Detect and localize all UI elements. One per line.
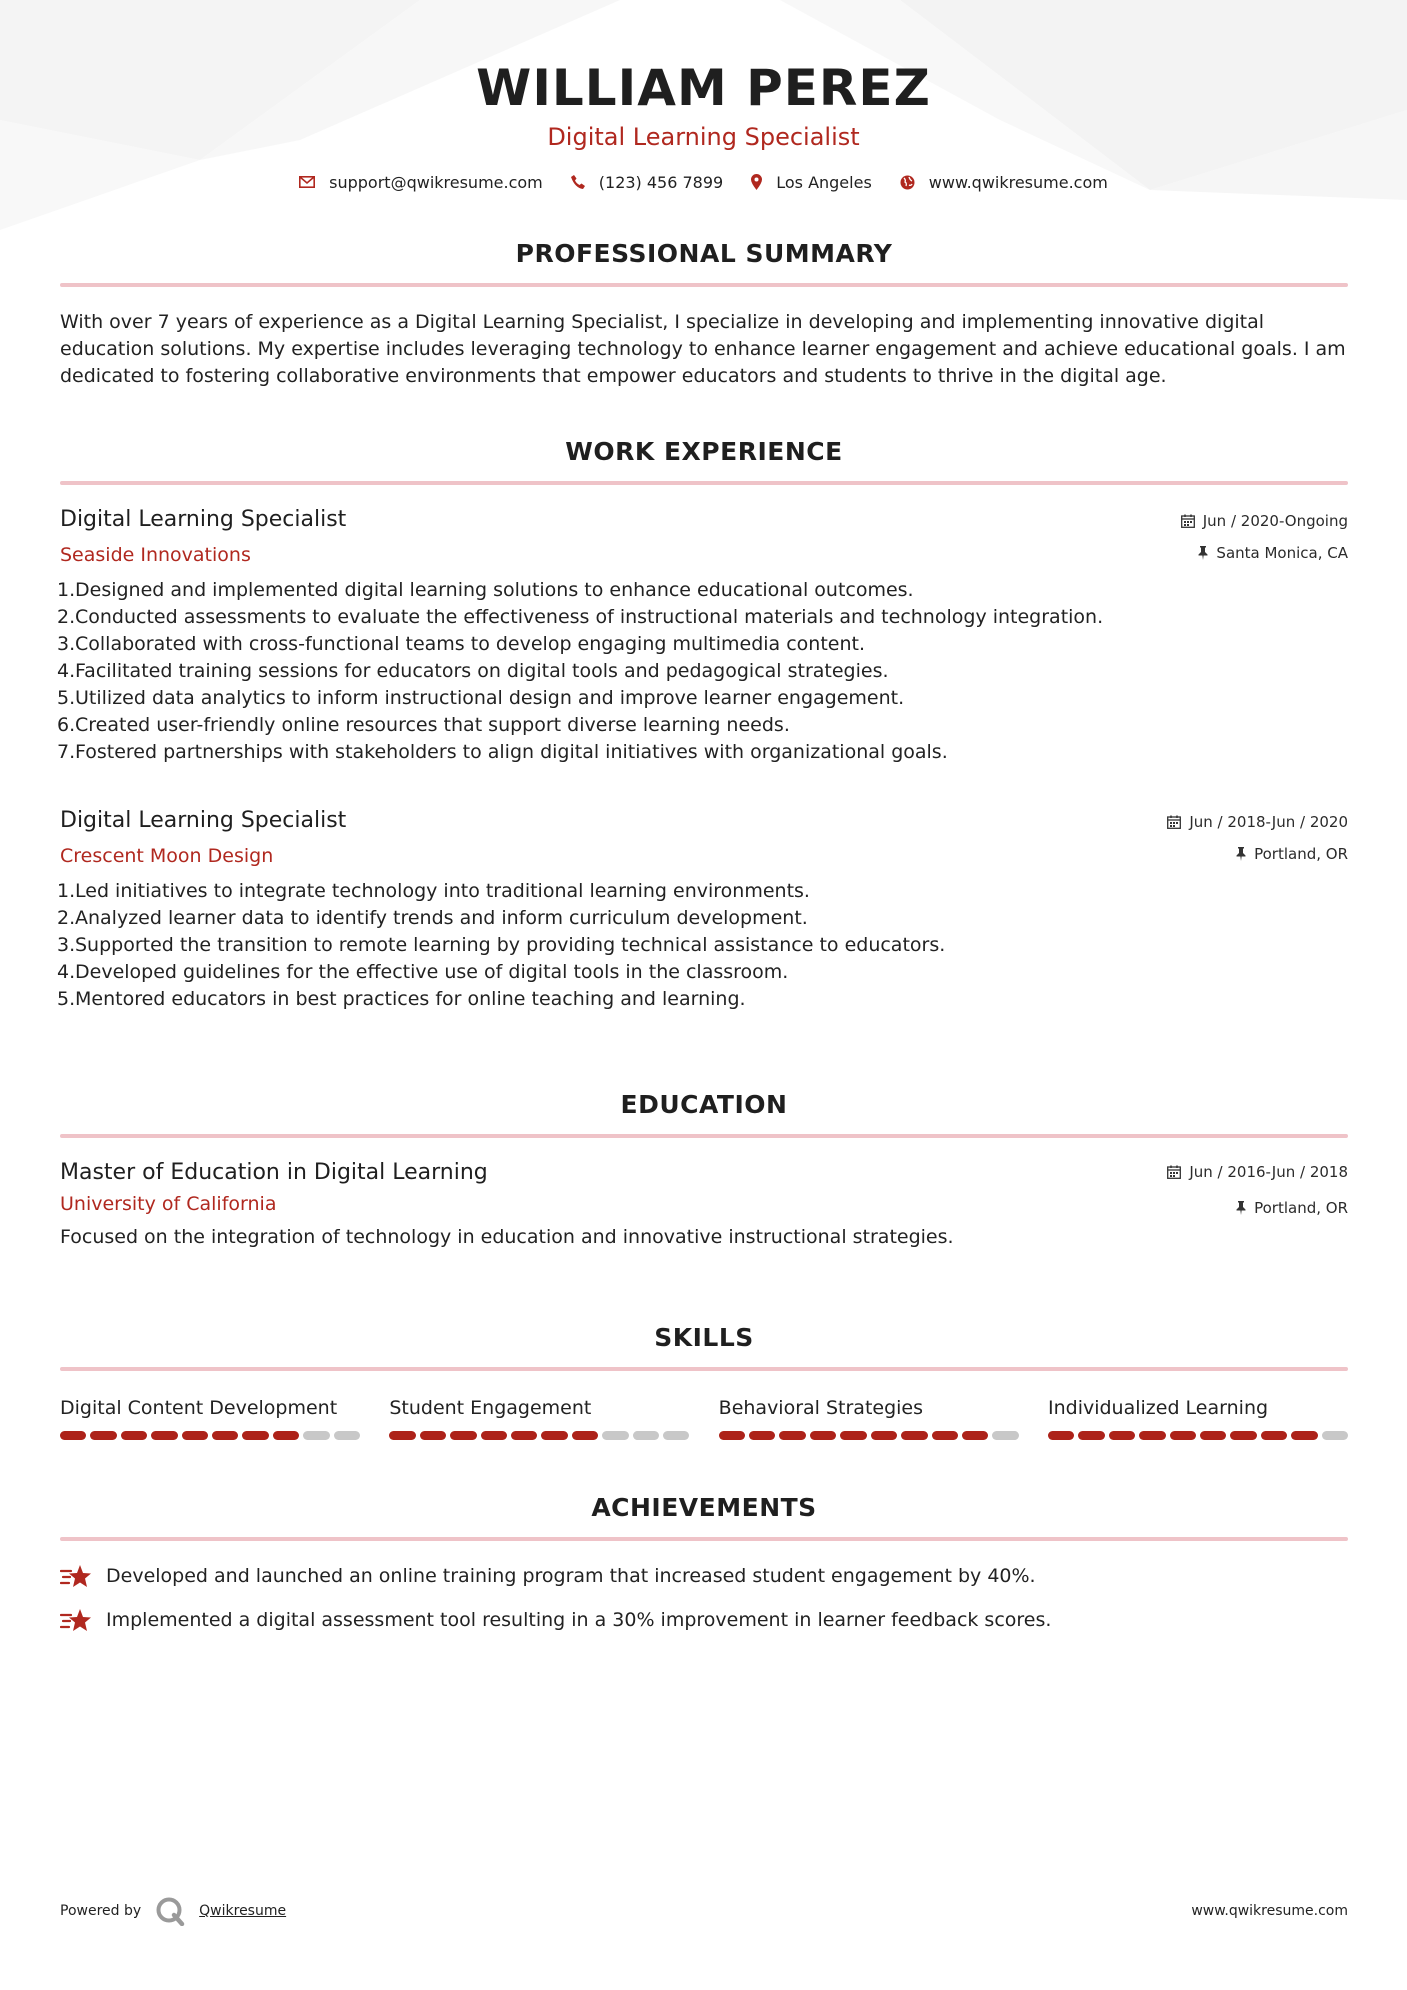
job-role: Digital Learning Specialist [60,808,347,833]
achievement-item [60,1607,1348,1633]
skill-segment-filled [60,1431,86,1440]
skills-section [60,1321,1348,1440]
education-description: Focused on the integration of technology in education and innovative instructional strategies. [60,1226,954,1248]
skill-segment-filled [1170,1431,1196,1440]
skill-level-bar [60,1431,360,1440]
skill-segment-filled [121,1431,147,1440]
experience-section [60,435,1348,485]
skill-item [719,1395,1019,1440]
skill-segment-filled [719,1431,745,1440]
experience-heading: WORK EXPERIENCE [565,437,843,466]
list-item: 5. Utilized data analytics to inform instructional design and improve learner engagement. [57,687,905,709]
qwikresume-link[interactable]: Qwikresume [199,1903,287,1919]
achievement-text: Implemented a digital assessment tool resulting in a 30% improvement in learner feedback scores. [106,1609,1052,1631]
skill-item [389,1395,689,1440]
skill-segment-filled [871,1431,897,1440]
skill-segment-filled [1200,1431,1226,1440]
achievement-item [60,1563,1348,1589]
skill-segment-filled [1109,1431,1135,1440]
pushpin-icon [1198,546,1208,560]
contact-location [751,173,872,192]
summary-text: With over 7 years of experience as a Digital Learning Specialist, I specialize in developing and implementing innovative digital education solutions. My expertise includes leveraging technology to enhance learner engagement and achieve educational goals. I am dedicated to fostering collaborative environments that empower educators and students to thrive in the digital age. [60,311,1346,387]
skill-segment-empty [633,1431,659,1440]
calendar-icon [1167,1165,1181,1179]
job-dates: Jun / 2018-Jun / 2020 [1189,813,1348,831]
skills-heading: SKILLS [654,1323,754,1352]
resume-header [0,0,1407,194]
map-pin-icon [751,174,762,190]
education-section [60,1088,1348,1138]
skill-segment-empty [1322,1431,1348,1440]
summary-heading: PROFESSIONAL SUMMARY [515,239,893,268]
skill-segment-empty [602,1431,628,1440]
skill-item [1048,1395,1348,1440]
skill-segment-filled [481,1431,507,1440]
skill-segment-filled [1139,1431,1165,1440]
skill-segment-filled [779,1431,805,1440]
skill-name: Behavioral Strategies [718,1397,924,1419]
powered-by-label: Powered by [60,1903,142,1919]
website-text: www.qwikresume.com [928,172,1108,192]
achievements-heading: ACHIEVEMENTS [591,1493,817,1522]
skill-level-bar [1048,1431,1348,1440]
pushpin-icon [1236,1201,1246,1215]
section-divider [60,1134,1348,1138]
skill-segment-filled [420,1431,446,1440]
skill-segment-filled [1078,1431,1104,1440]
contact-website[interactable] [900,173,1108,192]
skill-segment-filled [182,1431,208,1440]
page-footer [60,1896,1348,1926]
skill-segment-filled [840,1431,866,1440]
achievements-section [60,1491,1348,1633]
globe-icon [900,175,915,190]
skill-level-bar [719,1431,1019,1440]
skill-name: Student Engagement [389,1397,592,1419]
job-location: Santa Monica, CA [1216,544,1348,562]
contact-bar [0,170,1407,194]
skill-segment-filled [541,1431,567,1440]
list-item: 3. Collaborated with cross-functional teams to develop engaging multimedia content. [57,633,866,655]
skill-name: Individualized Learning [1047,1397,1269,1419]
section-divider [60,481,1348,485]
job-company: Crescent Moon Design [60,845,274,867]
candidate-title: Digital Learning Specialist [547,123,860,151]
list-item: 4. Developed guidelines for the effective use of digital tools in the classroom. [57,961,789,983]
education-entry [60,1158,1348,1251]
skill-segment-filled [749,1431,775,1440]
email-text: support@qwikresume.com [329,172,543,192]
list-item: 3. Supported the transition to remote learning by providing technical assistance to educators. [57,934,946,956]
phone-icon [571,175,585,189]
achievement-text: Developed and launched an online training program that increased student engagement by 40%. [106,1565,1036,1587]
list-item: 1. Designed and implemented digital learning solutions to enhance educational outcomes. [57,579,914,601]
job-entry [57,806,1348,1013]
list-item: 7. Fostered partnerships with stakeholders to align digital initiatives with organizational goals. [57,741,948,763]
list-item: 6. Created user-friendly online resources that support diverse learning needs. [57,714,790,736]
skill-segment-filled [1291,1431,1317,1440]
skill-name: Digital Content Development [60,1397,338,1419]
skill-segment-empty [992,1431,1018,1440]
shooting-star-icon [60,1607,92,1633]
skill-segment-filled [511,1431,537,1440]
skill-segment-empty [663,1431,689,1440]
skill-segment-filled [572,1431,598,1440]
shooting-star-icon [60,1563,92,1589]
list-item: 2. Analyzed learner data to identify trends and inform curriculum development. [57,907,808,929]
skill-segment-filled [901,1431,927,1440]
skill-segment-filled [810,1431,836,1440]
location-text: Los Angeles [776,172,872,192]
education-dates: Jun / 2016-Jun / 2018 [1189,1163,1348,1181]
degree-title: Master of Education in Digital Learning [60,1160,488,1185]
skill-segment-empty [334,1431,360,1440]
contact-phone[interactable] [571,173,723,192]
skill-segment-filled [450,1431,476,1440]
skill-segment-filled [242,1431,268,1440]
calendar-icon [1181,514,1195,528]
skill-segment-filled [389,1431,415,1440]
school-name: University of California [60,1193,277,1215]
skill-segment-filled [1048,1431,1074,1440]
job-entry [57,505,1348,766]
list-item: 2. Conducted assessments to evaluate the effectiveness of instructional materials and technology integration. [57,606,1104,628]
skill-segment-filled [273,1431,299,1440]
skill-item [60,1395,360,1440]
summary-section [60,237,1348,390]
list-item: 1. Led initiatives to integrate technology into traditional learning environments. [57,880,810,902]
phone-text: (123) 456 7899 [598,172,724,192]
skill-level-bar [389,1431,689,1440]
job-location: Portland, OR [1254,845,1348,863]
skill-segment-filled [212,1431,238,1440]
skill-segment-filled [1261,1431,1287,1440]
contact-email[interactable] [299,173,543,192]
section-divider [60,1367,1348,1371]
pushpin-icon [1236,847,1246,861]
education-heading: EDUCATION [620,1090,788,1119]
skill-segment-filled [932,1431,958,1440]
footer-website[interactable]: www.qwikresume.com [1191,1903,1348,1919]
skill-segment-empty [303,1431,329,1440]
section-divider [60,1537,1348,1541]
list-item: 4. Facilitated training sessions for educators on digital tools and pedagogical strategies. [57,660,889,682]
list-item: 5. Mentored educators in best practices for online teaching and learning. [57,988,746,1010]
calendar-icon [1167,815,1181,829]
qwikresume-logo-icon [155,1896,185,1926]
skills-grid [60,1395,1348,1440]
duty-list [57,878,1348,1013]
skill-segment-filled [151,1431,177,1440]
skill-segment-filled [90,1431,116,1440]
section-divider [60,283,1348,287]
candidate-name: WILLIAM PEREZ [476,59,931,117]
job-company: Seaside Innovations [60,544,251,566]
job-dates: Jun / 2020-Ongoing [1202,512,1348,530]
education-location: Portland, OR [1254,1199,1348,1217]
job-role: Digital Learning Specialist [60,507,347,532]
skill-segment-filled [962,1431,988,1440]
skill-segment-filled [1230,1431,1256,1440]
envelope-icon [299,176,315,188]
duty-list [57,577,1348,766]
